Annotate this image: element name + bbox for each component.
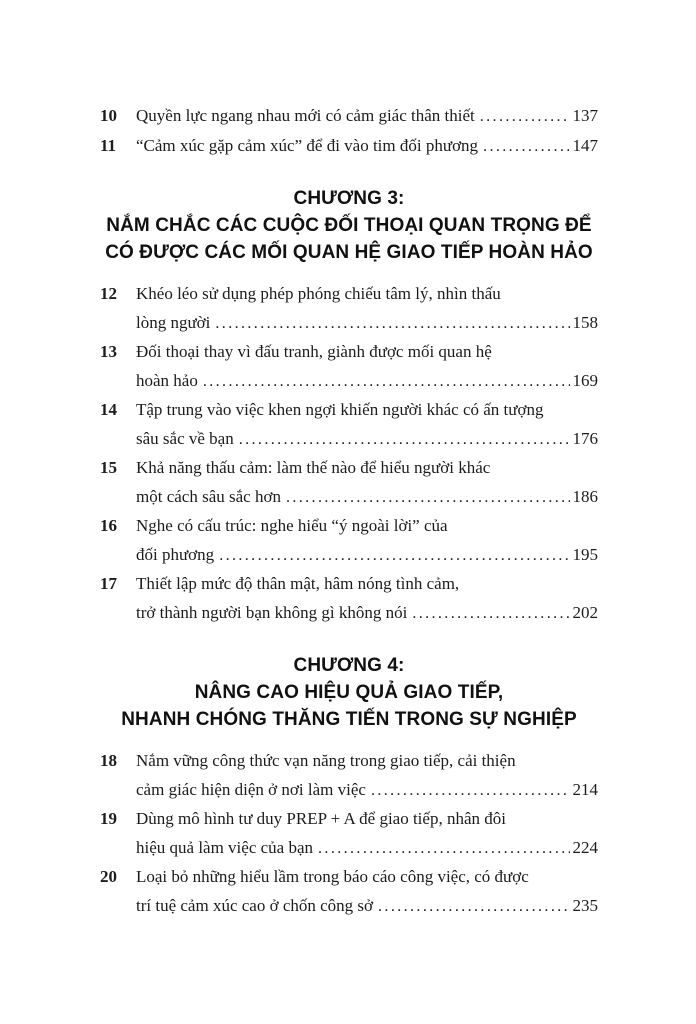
toc-entry <box>100 280 598 338</box>
entry-text <box>136 863 598 921</box>
entry-line-text: lòng người <box>136 312 211 332</box>
chapter-heading-line: NẮM CHẮC CÁC CUỘC ĐỐI THOẠI QUAN TRỌNG ĐỂ <box>106 215 592 236</box>
entry-page-number: 147 <box>572 135 598 155</box>
entry-text <box>136 338 598 396</box>
toc-entries <box>100 102 598 161</box>
entry-line <box>136 102 598 132</box>
dot-leader <box>215 309 569 339</box>
dot-leader <box>378 892 569 922</box>
entry-line <box>136 834 598 864</box>
entry-line-text: Nghe có cấu trúc: nghe hiểu “ý ngoài lời” của <box>136 516 448 535</box>
entry-number: 18 <box>100 751 117 770</box>
entry-number: 13 <box>100 342 117 361</box>
entry-line-text: hoàn hảo <box>136 370 198 390</box>
entry-line-text: Tập trung vào việc khen ngợi khiến người khác có ấn tượng <box>136 400 544 419</box>
entry-text <box>136 570 598 628</box>
entry-line-text: Dùng mô hình tư duy PREP + A để giao tiếp, nhân đôi <box>136 809 506 828</box>
entry-line <box>136 863 598 892</box>
dot-leader <box>480 102 570 132</box>
chapter-heading-line: NÂNG CAO HIỆU QUẢ GIAO TIẾP, <box>194 682 504 703</box>
entry-line <box>136 132 598 162</box>
chapter-heading-line: NHANH CHÓNG THĂNG TIẾN TRONG SỰ NGHIỆP <box>121 709 577 730</box>
entry-number: 14 <box>100 400 117 419</box>
entry-line-text: Quyền lực ngang nhau mới có cảm giác thân thiết <box>136 106 475 125</box>
entry-line-text: Loại bỏ những hiểu lầm trong báo cáo công việc, có được <box>136 867 529 886</box>
toc-entry <box>100 570 598 628</box>
entry-line-text: trí tuệ cảm xúc cao ở chốn công sở <box>136 895 374 915</box>
toc-entry <box>100 454 598 512</box>
toc-entry <box>100 338 598 396</box>
entry-number: 11 <box>100 135 117 155</box>
dot-leader <box>203 367 570 397</box>
toc-entry <box>100 863 598 921</box>
entry-line-text: Đối thoại thay vì đấu tranh, giành được mối quan hệ <box>136 342 492 361</box>
entry-line <box>136 454 598 483</box>
toc-entry <box>100 747 598 805</box>
chapter-heading <box>100 185 598 266</box>
entry-number: 20 <box>100 867 117 886</box>
entry-line <box>136 396 598 425</box>
entry-text <box>136 747 598 805</box>
dot-leader <box>219 541 569 571</box>
toc-entry <box>100 132 598 162</box>
entry-line-text: Khéo léo sử dụng phép phóng chiếu tâm lý, nhìn thấu <box>136 284 501 303</box>
chapter-heading <box>100 652 598 733</box>
toc-entries <box>100 280 598 628</box>
entry-text <box>136 132 598 162</box>
entry-page-number: 195 <box>572 544 598 564</box>
entry-text <box>136 396 598 454</box>
entry-number: 19 <box>100 809 117 828</box>
entry-line-text: trở thành người bạn không gì không nói <box>136 602 408 622</box>
entry-page-number: 186 <box>572 486 598 506</box>
toc-entry <box>100 512 598 570</box>
chapter-heading-line: CHƯƠNG 4: <box>293 655 405 676</box>
dot-leader <box>318 834 569 864</box>
entry-number: 17 <box>100 574 117 593</box>
entry-number: 16 <box>100 516 117 535</box>
entry-page-number: 214 <box>572 779 598 799</box>
entry-number: 10 <box>100 106 117 125</box>
entry-line-text: một cách sâu sắc hơn <box>136 486 281 506</box>
entry-text <box>136 280 598 338</box>
dot-leader <box>239 425 570 455</box>
dot-leader <box>286 483 570 513</box>
entry-line <box>136 541 598 571</box>
toc-entry <box>100 805 598 863</box>
entry-line <box>136 512 598 541</box>
entry-line <box>136 892 598 922</box>
dot-leader <box>371 776 570 806</box>
entry-number: 12 <box>100 284 117 303</box>
entry-line <box>136 309 598 339</box>
entry-page-number: 137 <box>572 106 598 125</box>
entry-text <box>136 454 598 512</box>
entry-page-number: 158 <box>572 312 598 332</box>
dot-leader <box>483 132 569 162</box>
entry-line <box>136 425 598 455</box>
dot-leader <box>412 599 569 629</box>
entry-line-text: Khả năng thấu cảm: làm thế nào để hiểu người khác <box>136 458 491 477</box>
entry-number: 15 <box>100 458 117 477</box>
toc-entry <box>100 396 598 454</box>
entry-text <box>136 805 598 863</box>
entry-line-text: đối phương <box>136 544 215 564</box>
entry-line-text: Thiết lập mức độ thân mật, hâm nóng tình cảm, <box>136 574 460 593</box>
entry-page-number: 235 <box>572 895 598 915</box>
entry-line <box>136 483 598 513</box>
entry-line-text: hiệu quả làm việc của bạn <box>136 837 314 857</box>
entry-line-text: “Cảm xúc gặp cảm xúc” để đi vào tim đối phương <box>136 135 479 155</box>
entry-line-text: Nắm vững công thức vạn năng trong giao tiếp, cải thiện <box>136 751 516 770</box>
toc-entry <box>100 102 598 132</box>
entry-line <box>136 367 598 397</box>
entry-line-text: cảm giác hiện diện ở nơi làm việc <box>136 779 366 799</box>
entry-page-number: 169 <box>572 370 598 390</box>
toc-entries <box>100 747 598 921</box>
chapter-heading-line: CÓ ĐƯỢC CÁC MỐI QUAN HỆ GIAO TIẾP HOÀN HẢO <box>105 242 593 263</box>
entry-line <box>136 747 598 776</box>
entry-line <box>136 599 598 629</box>
entry-text <box>136 102 598 132</box>
entry-page-number: 202 <box>572 602 598 622</box>
chapter-heading-line: CHƯƠNG 3: <box>293 188 405 209</box>
entry-line <box>136 805 598 834</box>
entry-page-number: 176 <box>572 428 598 448</box>
entry-line-text: sâu sắc về bạn <box>136 428 234 448</box>
entry-page-number: 224 <box>572 837 598 857</box>
entry-text <box>136 512 598 570</box>
entry-line <box>136 280 598 309</box>
entry-line <box>136 776 598 806</box>
entry-line <box>136 338 598 367</box>
entry-line <box>136 570 598 599</box>
